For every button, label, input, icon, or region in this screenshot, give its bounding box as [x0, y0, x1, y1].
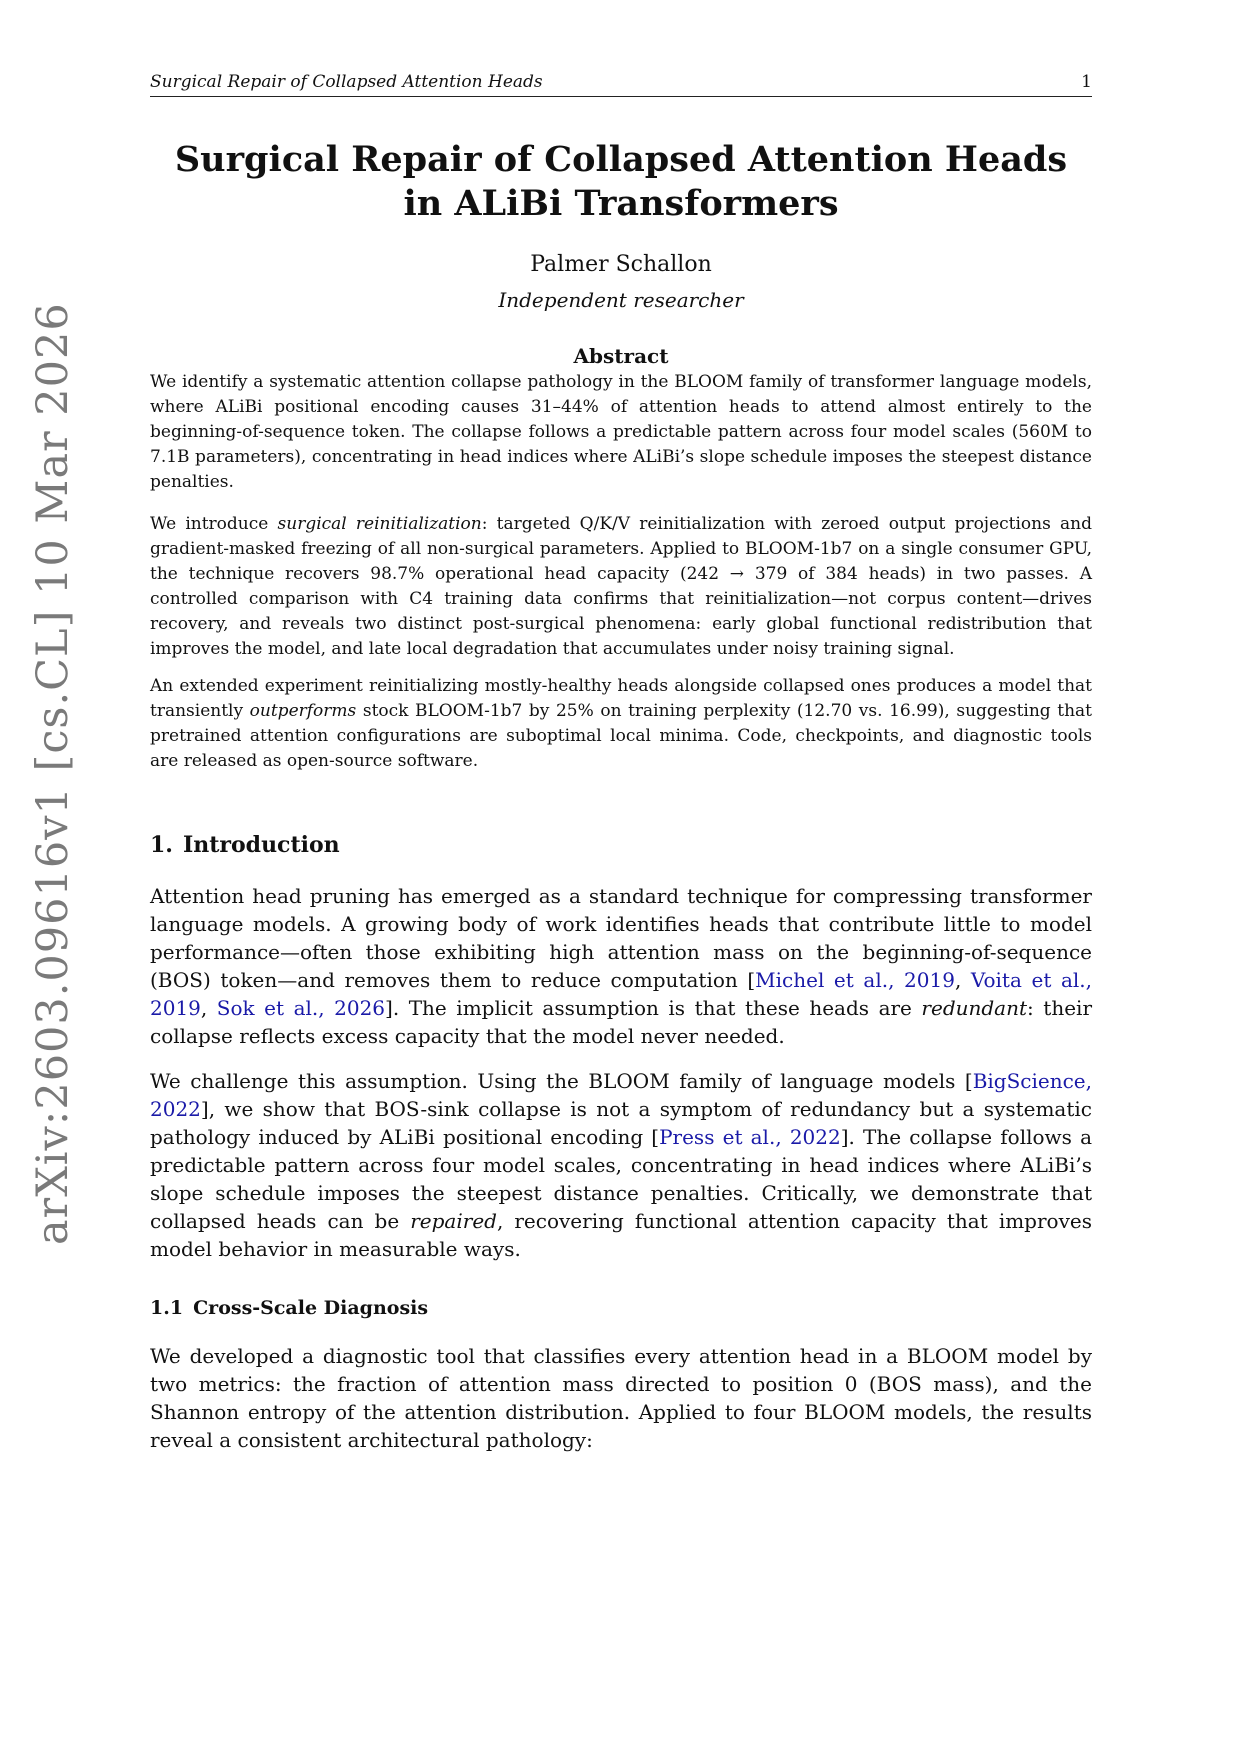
abstract-heading: Abstract — [573, 344, 669, 368]
author-name: Palmer Schallon — [530, 252, 712, 277]
section-title: Introduction — [182, 832, 340, 858]
emphasis-text: surgical reinitialization — [277, 514, 482, 534]
text-run: ]. The collapse follows a predictable pattern across four model scales, concentrating in head indices where ALiBi’s slope schedule imposes the steepest distance penalties. Critically, we demonstrate that collapsed heads can be — [150, 1125, 1093, 1233]
citation-link[interactable]: Press et al., 2022 — [659, 1125, 841, 1149]
text-run: , — [954, 968, 971, 992]
paper-title-line-1: Surgical Repair of Collapsed Attention Heads — [174, 139, 1068, 180]
emphasis-text: redundant — [921, 996, 1028, 1020]
paper-title — [150, 138, 1092, 226]
citation-link[interactable]: Sok et al., 2026 — [216, 996, 386, 1020]
text-run: An extended experiment reinitializing mostly-healthy heads alongside collapsed ones produces a model that transiently — [150, 676, 1092, 721]
abstract-paragraph-2 — [150, 512, 1092, 662]
emphasis-text: repaired — [410, 1209, 497, 1233]
emphasis-text: outperforms — [249, 701, 357, 721]
text-run: , — [200, 996, 217, 1020]
text-run: Attention head pruning has emerged as a standard technique for compressing transformer language models. A growing body of work identifies heads that contribute little to model performance—often those exhibiting high attention mass on the beginning-of-sequence (BOS) token—and removes them to reduce computation [ — [150, 884, 1092, 992]
citation-link[interactable]: BigScience, 2022 — [150, 1069, 1092, 1121]
text-run: : their collapse reflects excess capacity that the model never needed. — [150, 996, 1093, 1048]
text-run: ]. The implicit assumption is that these heads are — [385, 996, 922, 1020]
author-affiliation: Independent researcher — [498, 288, 744, 312]
text-run: stock BLOOM-1b7 by 25% on training perplexity (12.70 vs. 16.99), suggesting that pretrained attention configurations are suboptimal local minima. Code, checkpoints, and diagnostic tools are released as open-source software. — [150, 701, 1092, 771]
subsection-number: 1.1 — [150, 1297, 184, 1319]
section-heading-introduction — [150, 832, 340, 858]
citation-link[interactable]: Voita et al., 2019 — [150, 968, 1092, 1020]
text-run: ], we show that BOS-sink collapse is not a symptom of redundancy but a systematic pathology induced by ALiBi positional encoding [ — [150, 1097, 1092, 1149]
abstract-paragraph-3 — [150, 674, 1092, 774]
intro-paragraph-2 — [150, 1067, 1092, 1263]
text-run: , recovering functional attention capacity that improves model behavior in measurable ways. — [150, 1209, 1092, 1261]
abstract-paragraph-1: We identify a systematic attention collapse pathology in the BLOOM family of transformer language models, where ALiBi positional encoding causes 31–44% of attention heads to attend almost entirely to the beginning-of-sequence token. The collapse follows a predictable pattern across four model scales (560M to 7.1B parameters), concentrating in head indices where ALiBi’s slope schedule imposes the steepest distance penalties. — [150, 372, 1092, 492]
subsection-heading-cross-scale-diagnosis — [150, 1297, 428, 1319]
intro-paragraph-1 — [150, 882, 1092, 1050]
subsection-title: Cross-Scale Diagnosis — [193, 1297, 429, 1319]
text-run: : targeted Q/K/V reinitialization with zeroed output projections and gradient-masked freezing of all non-surgical parameters. Applied to BLOOM-1b7 on a single consumer GPU, the technique recovers 98.7% operational head capacity (242 → 379 of 384 heads) in two passes. A controlled comparison with C4 training data confirms that reinitialization—not corpus content—drives recovery, and reveals two distinct post-surgical phenomena: early global functional redistribution that improves the model, and late local degradation that accumulates under noisy training signal. — [150, 514, 1092, 659]
paper-title-line-2: in ALiBi Transformers — [403, 183, 839, 224]
citation-link[interactable]: Michel et al., 2019 — [755, 968, 955, 992]
text-run: We introduce — [150, 514, 278, 534]
text-run: We challenge this assumption. Using the BLOOM family of language models [ — [150, 1069, 973, 1093]
section-number: 1. — [150, 832, 173, 858]
arxiv-identifier: arXiv:2603.09616v1 [cs.CL] 10 Mar 2026 — [28, 302, 78, 1245]
running-head — [150, 72, 1092, 97]
diagnosis-paragraph-1: We developed a diagnostic tool that classifies every attention head in a BLOOM model by two metrics: the fraction of attention mass directed to position 0 (BOS mass), and the Shannon entropy of the attention distribution. Applied to four BLOOM models, the results reveal a consistent architectural pathology: — [150, 1344, 1092, 1452]
running-head-title: Surgical Repair of Collapsed Attention Heads — [150, 72, 543, 92]
page-number: 1 — [1081, 72, 1092, 92]
